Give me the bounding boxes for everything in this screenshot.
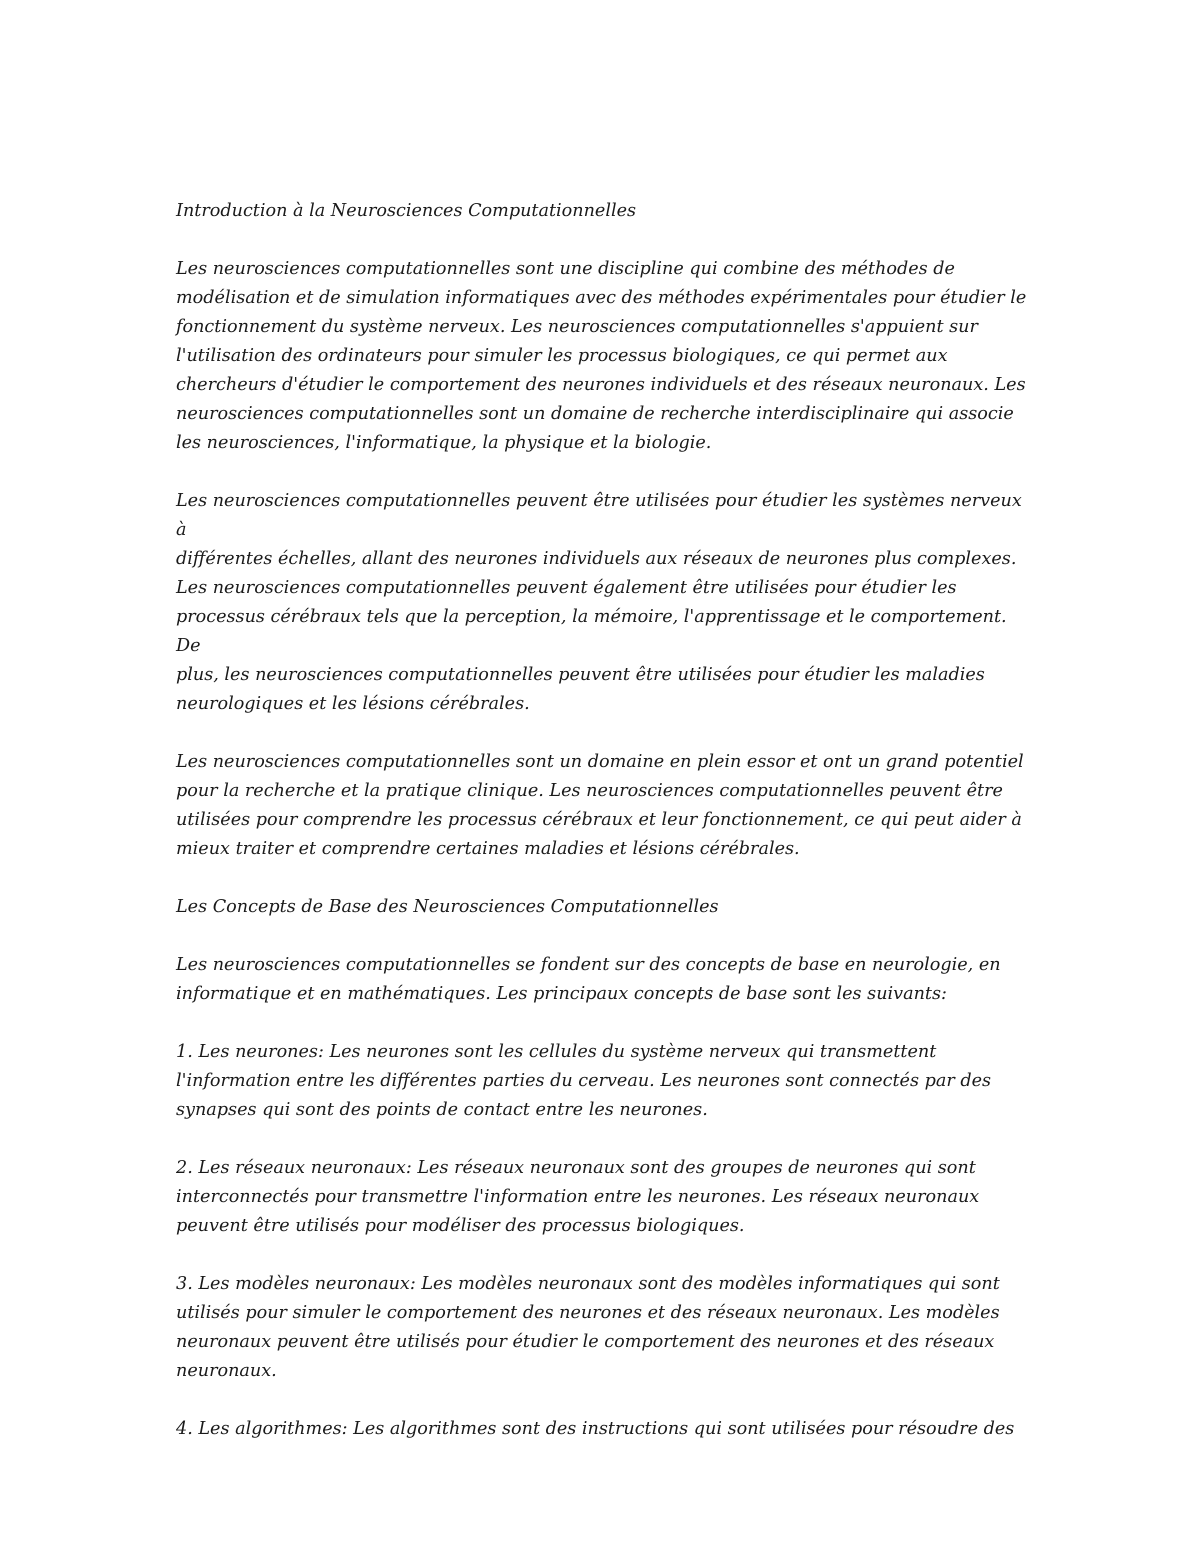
concept-item: 2. Les réseaux neuronaux: Les réseaux neuronaux sont des groupes de neurones qui sont interconnectés pour transmettre l'information entre les neurones. Les réseaux neuronaux peuvent être utilisés pour modéliser des processus biologiques. [176,1158,980,1236]
paragraph: Les neurosciences computationnelles peuvent être utilisées pour étudier les systèmes nerveux à différentes échelles, allant des neurones individuels aux réseaux de neurones plus complexes. Les neurosciences computationnelles peuvent également être utilisées pour étudier les processus cérébraux tels que la perception, la mémoire, l'apprentissage et le comportement. De plus, les neurosciences computationnelles peuvent être utilisées pour étudier les maladies neurologiques et les lésions cérébrales. [176,491,1022,714]
document-body [176,197,1036,1473]
section-title: Les Concepts de Base des Neurosciences Computationnelles [176,897,719,917]
paragraph: Les neurosciences computationnelles sont une discipline qui combine des méthodes de modélisation et de simulation informatiques avec des méthodes expérimentales pour étudier le fonctionnement du système nerveux. Les neurosciences computationnelles s'appuient sur l'utilisation des ordinateurs pour simuler les processus biologiques, ce qui permet aux chercheurs d'étudier le comportement des neurones individuels et des réseaux neuronaux. Les neurosciences computationnelles sont un domaine de recherche interdisciplinaire qui associe les neurosciences, l'informatique, la physique et la biologie. [176,259,1027,453]
document-title: Introduction à la Neurosciences Computationnelles [176,201,637,221]
concept-item: 1. Les neurones: Les neurones sont les cellules du système nerveux qui transmettent l'information entre les différentes parties du cerveau. Les neurones sont connectés par des synapses qui sont des points de contact entre les neurones. [176,1042,992,1120]
concept-item: 3. Les modèles neuronaux: Les modèles neuronaux sont des modèles informatiques qui sont utilisés pour simuler le comportement des neurones et des réseaux neuronaux. Les modèles neuronaux peuvent être utilisés pour étudier le comportement des neurones et des réseaux neuronaux. [176,1274,1000,1381]
concept-item: 4. Les algorithmes: Les algorithmes sont des instructions qui sont utilisées pour résoudre des [176,1419,1015,1439]
paragraph: Les neurosciences computationnelles sont un domaine en plein essor et ont un grand potentiel pour la recherche et la pratique clinique. Les neurosciences computationnelles peuvent être utilisées pour comprendre les processus cérébraux et leur fonctionnement, ce qui peut aider à mieux traiter et comprendre certaines maladies et lésions cérébrales. [176,752,1024,859]
section-intro: Les neurosciences computationnelles se fondent sur des concepts de base en neurologie, en informatique et en mathématiques. Les principaux concepts de base sont les suivants: [176,955,1001,1004]
